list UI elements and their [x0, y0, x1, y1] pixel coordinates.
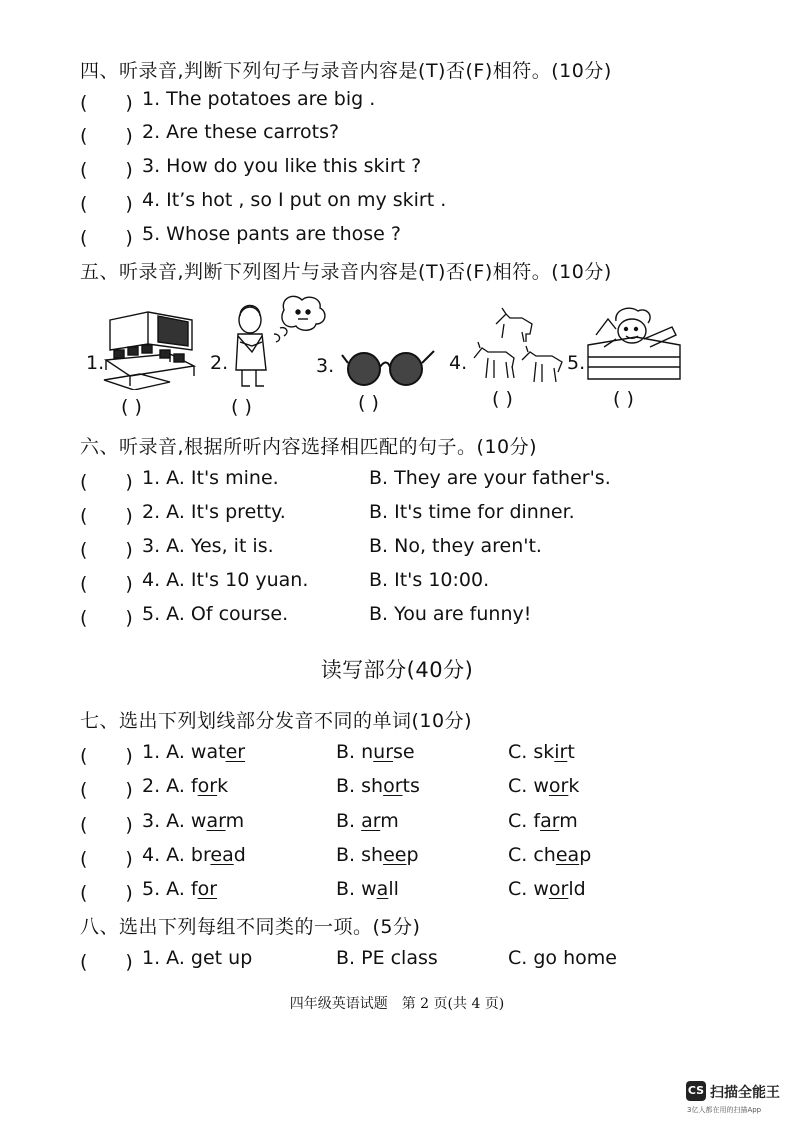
- question-text: 3. How do you like this skirt ?: [142, 155, 422, 177]
- pic-number-2: 2.: [210, 352, 229, 374]
- answer-blank[interactable]: ( ): [80, 573, 133, 595]
- section-8-title: 八、选出下列每组不同类的一项。(5分): [80, 916, 421, 938]
- question-text: 1. The potatoes are big .: [142, 88, 376, 110]
- section-7-title: 七、选出下列划线部分发音不同的单词(10分): [80, 710, 473, 732]
- option-a: 5. A. Of course.: [142, 603, 289, 625]
- pic-number-1: 1.: [86, 352, 105, 374]
- option-b: [336, 810, 399, 832]
- option-label: B.: [336, 741, 362, 763]
- answer-blank[interactable]: ( ): [80, 539, 133, 561]
- word-part: sh: [361, 775, 384, 797]
- option-a: [142, 810, 244, 832]
- underlined-letters: ee: [383, 844, 407, 866]
- option-c: [508, 844, 591, 866]
- pic-number-5: 5.: [567, 352, 586, 374]
- answer-blank[interactable]: ( ): [80, 227, 133, 249]
- option-b: [336, 775, 420, 797]
- word-part: p: [406, 844, 419, 866]
- answer-blank[interactable]: ( ): [80, 505, 133, 527]
- word-part: ld: [568, 878, 586, 900]
- watermark-app-name: 扫描全能王: [710, 1085, 780, 1101]
- answer-blank[interactable]: ( ): [80, 159, 133, 181]
- word-part: p: [579, 844, 592, 866]
- word-part: ts: [402, 775, 420, 797]
- underlined-letters: ar: [540, 810, 560, 832]
- option-label: 2. A.: [142, 775, 191, 797]
- option-label: 4. A.: [142, 844, 191, 866]
- horses-icon: [466, 300, 570, 392]
- option-a: 2. A. It's pretty.: [142, 501, 286, 523]
- option-a: 4. A. It's 10 yuan.: [142, 569, 309, 591]
- answer-blank[interactable]: ( ): [80, 92, 133, 114]
- watermark-tagline: 3亿人都在用的扫描App: [687, 1106, 762, 1114]
- pic-number-3: 3.: [316, 355, 335, 377]
- option-b: [336, 878, 399, 900]
- answer-blank[interactable]: ( ): [80, 882, 133, 904]
- option-b: B. It's time for dinner.: [369, 501, 575, 523]
- answer-blank[interactable]: ( ): [80, 745, 133, 767]
- option-label: 3. A.: [142, 810, 191, 832]
- word-part: w: [361, 878, 377, 900]
- word-part: d: [233, 844, 246, 866]
- underlined-letters: ea: [210, 844, 234, 866]
- question-text: 5. Whose pants are those ?: [142, 223, 401, 245]
- option-b: [336, 844, 419, 866]
- question-text: 2. Are these carrots?: [142, 121, 340, 143]
- underlined-letters: or: [383, 775, 403, 797]
- answer-blank[interactable]: ( ): [80, 951, 133, 973]
- word-part: f: [190, 775, 198, 797]
- computer-room-icon: [100, 310, 196, 390]
- underlined-letters: or: [548, 878, 569, 900]
- word-part: m: [225, 810, 245, 832]
- option-c: C. go home: [508, 947, 617, 969]
- option-label: C.: [508, 844, 534, 866]
- pic-answer-2[interactable]: ( ): [231, 396, 252, 418]
- underlined-letters: or: [197, 878, 218, 900]
- word-part: m: [559, 810, 578, 832]
- option-label: C.: [508, 775, 534, 797]
- underlined-letters: ar: [206, 810, 226, 832]
- option-a: [142, 775, 228, 797]
- underlined-letters: ur: [373, 741, 394, 763]
- section-4-title: 四、听录音,判断下列句子与录音内容是(T)否(F)相符。(10分): [80, 60, 612, 82]
- pic-answer-4[interactable]: ( ): [492, 388, 513, 410]
- answer-blank[interactable]: ( ): [80, 814, 133, 836]
- word-part: w: [533, 878, 549, 900]
- word-part: n: [361, 741, 374, 763]
- answer-blank[interactable]: ( ): [80, 848, 133, 870]
- word-part: wat: [190, 741, 226, 763]
- underlined-letters: or: [197, 775, 218, 797]
- word-part: k: [568, 775, 580, 797]
- option-b: B. They are your father's.: [369, 467, 611, 489]
- option-a: [142, 844, 246, 866]
- word-part: ch: [533, 844, 556, 866]
- boy-on-farm-icon: [586, 305, 682, 385]
- word-part: se: [393, 741, 415, 763]
- option-label: B.: [336, 878, 362, 900]
- option-b: [336, 741, 415, 763]
- word-part: m: [380, 810, 399, 832]
- word-part: sk: [533, 741, 555, 763]
- word-part: w: [533, 775, 549, 797]
- answer-blank[interactable]: ( ): [80, 607, 133, 629]
- option-c: [508, 741, 575, 763]
- section-5-title: 五、听录音,判断下列图片与录音内容是(T)否(F)相符。(10分): [80, 261, 612, 283]
- answer-blank[interactable]: ( ): [80, 193, 133, 215]
- word-part: w: [190, 810, 207, 832]
- word-part: ll: [388, 878, 399, 900]
- underlined-letters: or: [548, 775, 569, 797]
- option-a: 1. A. It's mine.: [142, 467, 279, 489]
- option-a: [142, 878, 217, 900]
- pic-answer-5[interactable]: ( ): [613, 388, 634, 410]
- glasses-icon: [340, 345, 436, 389]
- word-part: k: [217, 775, 229, 797]
- word-part: sh: [361, 844, 384, 866]
- option-b: B. You are funny!: [369, 603, 532, 625]
- underlined-letters: ea: [555, 844, 580, 866]
- option-a: 1. A. get up: [142, 947, 253, 969]
- option-a: [142, 741, 245, 763]
- section-6-title: 六、听录音,根据所听内容选择相匹配的句子。(10分): [80, 436, 538, 458]
- underlined-letters: a: [376, 878, 389, 900]
- answer-blank[interactable]: ( ): [80, 125, 133, 147]
- option-b: B. No, they aren't.: [369, 535, 542, 557]
- camscanner-logo-icon: CS: [686, 1081, 706, 1101]
- word-part: f: [190, 878, 198, 900]
- underlined-letters: ir: [554, 741, 568, 763]
- underlined-letters: ar: [361, 810, 381, 832]
- option-label: 1. A.: [142, 741, 191, 763]
- option-label: B.: [336, 810, 362, 832]
- pic-answer-1[interactable]: ( ): [121, 396, 142, 418]
- pic-number-4: 4.: [449, 352, 468, 374]
- option-label: C.: [508, 741, 534, 763]
- underlined-letters: er: [225, 741, 246, 763]
- question-text: 4. It’s hot , so I put on my skirt .: [142, 189, 447, 211]
- option-c: [508, 810, 578, 832]
- answer-blank[interactable]: ( ): [80, 779, 133, 801]
- option-c: [508, 878, 586, 900]
- pic-answer-3[interactable]: ( ): [358, 392, 379, 414]
- answer-blank[interactable]: ( ): [80, 471, 133, 493]
- option-b: B. It's 10:00.: [369, 569, 490, 591]
- option-c: [508, 775, 579, 797]
- option-b: B. PE class: [336, 947, 438, 969]
- word-part: br: [190, 844, 211, 866]
- option-label: B.: [336, 775, 362, 797]
- word-part: f: [533, 810, 541, 832]
- part-title-reading-writing: 读写部分(40分): [320, 658, 474, 682]
- option-label: B.: [336, 844, 362, 866]
- page-footer: 四年级英语试题 第 2 页(共 4 页): [289, 996, 505, 1012]
- option-a: 3. A. Yes, it is.: [142, 535, 274, 557]
- option-label: C.: [508, 878, 534, 900]
- word-part: t: [567, 741, 575, 763]
- option-label: C.: [508, 810, 534, 832]
- option-label: 5. A.: [142, 878, 191, 900]
